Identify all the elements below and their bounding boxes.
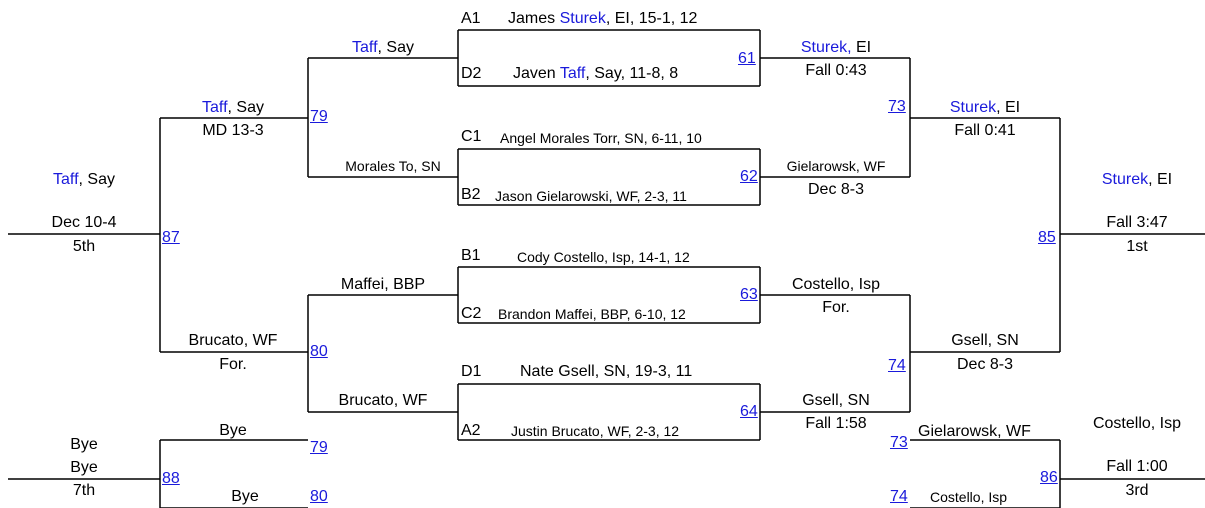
team: , EI: [996, 99, 1021, 116]
wrestler-entry: Angel Morales Torr, SN, 6-11, 10: [500, 130, 702, 146]
wrestler-name-link[interactable]: Taff: [53, 171, 79, 188]
winner-64: Gsell, SN: [802, 392, 870, 409]
winner-63: Costello, Isp: [791, 276, 881, 293]
result-80: For.: [219, 356, 247, 373]
third-top-name: Gielarowsk, WF: [918, 423, 1031, 440]
winner-74: Gsell, SN: [951, 332, 1019, 349]
wrestler-entry: [508, 11, 697, 27]
team: , Say: [227, 99, 264, 116]
result-64: Fall 1:58: [805, 415, 867, 432]
result-74: Dec 8-3: [956, 356, 1014, 373]
bout-link-87[interactable]: 87: [162, 229, 180, 246]
seed-b2: B2: [461, 186, 481, 203]
loser-62: Morales To, SN: [345, 158, 441, 174]
seed-c2: C2: [461, 305, 482, 322]
seed-c1: C1: [461, 128, 482, 145]
place-5th: 5th: [72, 238, 96, 255]
result-63: For.: [822, 299, 850, 316]
result-86: Fall 1:00: [1106, 458, 1168, 475]
seed-a2: A2: [461, 422, 481, 439]
wrestler-info: , EI, 15-1, 12: [605, 10, 698, 27]
wrestler-name-link[interactable]: Sturek: [949, 99, 997, 116]
bout-link-73-third[interactable]: 73: [890, 434, 908, 451]
team: , Say: [377, 39, 414, 56]
place-3rd: 3rd: [1125, 482, 1149, 499]
bout-link-79[interactable]: 79: [310, 108, 328, 125]
wrestler-entry: Brandon Maffei, BBP, 6-10, 12: [498, 306, 686, 322]
bout-link-73[interactable]: 73: [888, 98, 906, 115]
team: , Say: [78, 171, 115, 188]
bout-link-80-seventh[interactable]: 80: [310, 488, 328, 505]
seed-a1: A1: [461, 10, 481, 27]
winner-73: [950, 100, 1020, 116]
third-bottom-name: Costello, Isp: [930, 489, 1008, 505]
wrestler-entry: Justin Brucato, WF, 2-3, 12: [511, 423, 680, 439]
seventh-line2: Bye: [70, 459, 98, 476]
wrestler-name-link[interactable]: Sturek: [1101, 171, 1149, 188]
third-place-winner: Costello, Isp: [1092, 415, 1182, 432]
seventh-bottom-name: Bye: [231, 488, 259, 505]
team: EI: [851, 39, 872, 56]
champion: [1102, 172, 1172, 188]
bout-link-74[interactable]: 74: [888, 357, 906, 374]
loser-63: Maffei, BBP: [340, 276, 426, 293]
result-62: Dec 8-3: [807, 181, 865, 198]
wrestler-entry: [513, 66, 678, 82]
bout-link-64[interactable]: 64: [740, 403, 758, 420]
winner-61: [801, 40, 871, 56]
first-name: Javen: [513, 65, 556, 82]
wrestler-name-link[interactable]: Sturek: [559, 10, 606, 27]
seed-d1: D1: [461, 363, 482, 380]
bout-link-74-third[interactable]: 74: [890, 488, 908, 505]
wrestler-entry: Nate Gsell, SN, 19-3, 11: [520, 363, 693, 380]
bout-link-79-seventh[interactable]: 79: [310, 439, 328, 456]
wrestler-entry: Cody Costello, Isp, 14-1, 12: [517, 249, 690, 265]
result-87: Dec 10-4: [51, 214, 117, 231]
wrestler-info: , Say, 11-8, 8: [585, 65, 679, 82]
seventh-top-name: Bye: [219, 422, 247, 439]
result-61: Fall 0:43: [805, 62, 867, 79]
seventh-line1: Bye: [70, 436, 98, 453]
bout-link-63[interactable]: 63: [740, 286, 758, 303]
result-85: Fall 3:47: [1106, 214, 1168, 231]
winner-79: [202, 100, 264, 116]
place-7th: 7th: [72, 482, 96, 499]
fifth-place-winner: [53, 172, 115, 188]
loser-64: Brucato, WF: [338, 392, 428, 409]
place-1st: 1st: [1126, 238, 1148, 255]
first-name: James: [508, 10, 556, 27]
bout-link-88[interactable]: 88: [162, 470, 180, 487]
wrestler-entry: Jason Gielarowski, WF, 2-3, 11: [495, 188, 687, 204]
result-79: MD 13-3: [202, 122, 264, 139]
bout-link-86[interactable]: 86: [1040, 469, 1058, 486]
bout-link-62[interactable]: 62: [740, 168, 758, 185]
team: , EI: [1148, 171, 1173, 188]
wrestler-name-link[interactable]: Taff: [559, 65, 586, 82]
wrestler-name-link[interactable]: Taff: [202, 99, 228, 116]
seed-b1: B1: [461, 247, 481, 264]
wrestler-name-link[interactable]: Taff: [352, 39, 378, 56]
result-73: Fall 0:41: [954, 122, 1016, 139]
wrestler-name-link[interactable]: Sturek,: [800, 39, 852, 56]
bout-link-85[interactable]: 85: [1038, 229, 1056, 246]
loser-61: [352, 40, 414, 56]
bout-link-80[interactable]: 80: [310, 343, 328, 360]
winner-62: Gielarowsk, WF: [786, 158, 886, 174]
seed-d2: D2: [461, 65, 482, 82]
winner-80: Brucato, WF: [188, 332, 278, 349]
bout-link-61[interactable]: 61: [738, 50, 756, 67]
